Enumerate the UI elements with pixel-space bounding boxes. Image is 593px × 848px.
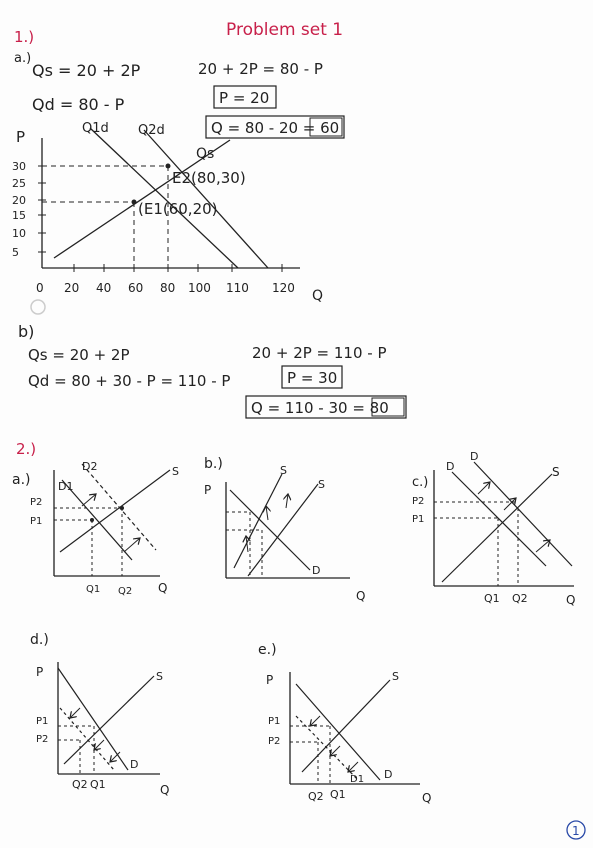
label-s2: S bbox=[318, 478, 325, 491]
label-d: D bbox=[312, 564, 321, 577]
part-a-label: a.) bbox=[14, 51, 32, 66]
label-p2: P2 bbox=[268, 736, 281, 747]
axis-q-label: Q bbox=[312, 288, 324, 304]
label-q1: Q1 bbox=[330, 788, 346, 801]
x-tick-100: 100 bbox=[188, 281, 211, 295]
problem1-label: 1.) bbox=[14, 28, 35, 46]
label-d2: D2 bbox=[82, 460, 98, 473]
label-s: S bbox=[156, 670, 163, 683]
label-q2: Q2 bbox=[308, 790, 324, 803]
label-p1: P1 bbox=[268, 716, 281, 727]
x-tick-60: 60 bbox=[128, 281, 144, 295]
x-tick-110: 110 bbox=[226, 281, 249, 295]
graph-2e bbox=[258, 642, 431, 805]
label-s: S bbox=[392, 670, 399, 683]
label-s1: S bbox=[280, 464, 287, 477]
axis-p: P bbox=[36, 665, 44, 679]
y-tick-15: 15 bbox=[12, 209, 26, 222]
label-q2: Q2 bbox=[118, 586, 133, 597]
y-tick-25: 25 bbox=[12, 177, 26, 190]
demand-equation-a: Qd = 80 - P bbox=[32, 95, 125, 114]
graph-2b bbox=[204, 456, 365, 603]
axis-p: P bbox=[204, 483, 212, 497]
graph-2c-label: c.) bbox=[412, 475, 429, 490]
x-tick-0: 0 bbox=[36, 281, 44, 295]
label-d: D bbox=[384, 768, 393, 781]
label-p2: P2 bbox=[36, 734, 49, 745]
x-ticks bbox=[36, 281, 295, 295]
x-tick-80: 80 bbox=[160, 281, 176, 295]
label-q: Q bbox=[566, 593, 576, 607]
label-q: Q bbox=[356, 589, 366, 603]
label-s: S bbox=[552, 465, 560, 479]
y-tick-20: 20 bbox=[12, 194, 26, 207]
solve-line-b: 20 + 2P = 110 - P bbox=[252, 344, 387, 362]
supply-equation-a: Qs = 20 + 2P bbox=[32, 61, 141, 80]
graph-2c bbox=[412, 450, 575, 607]
page-number: 1 bbox=[572, 824, 580, 838]
solve-p-b: P = 30 bbox=[287, 369, 338, 387]
graph-1a bbox=[12, 121, 323, 304]
graph-2a bbox=[12, 460, 179, 597]
axis-p: P bbox=[266, 673, 274, 687]
x-tick-40: 40 bbox=[96, 281, 112, 295]
label-p1: P1 bbox=[30, 516, 43, 527]
solve-q-b: Q = 110 - 30 = 80 bbox=[251, 399, 389, 417]
label-q2: Q2 bbox=[72, 778, 88, 791]
label-e1: (E1(60,20) bbox=[138, 200, 218, 218]
label-p1: P1 bbox=[36, 716, 49, 727]
label-q1: Q1 bbox=[484, 592, 500, 605]
page-title: Problem set 1 bbox=[226, 20, 344, 40]
part-b-label: b) bbox=[18, 322, 35, 341]
label-q: Q bbox=[158, 581, 168, 595]
label-p2: P2 bbox=[30, 497, 43, 508]
solve-line-a: 20 + 2P = 80 - P bbox=[198, 60, 323, 78]
label-e2: E2(80,30) bbox=[172, 169, 246, 187]
solve-p-a: P = 20 bbox=[219, 89, 270, 107]
problem2-label: 2.) bbox=[16, 440, 37, 458]
demand-equation-b: Qd = 80 + 30 - P = 110 - P bbox=[28, 372, 231, 390]
y-tick-30: 30 bbox=[12, 160, 26, 173]
label-d: D bbox=[130, 758, 139, 771]
graph-2a-label: a.) bbox=[12, 472, 31, 488]
x-tick-120: 120 bbox=[272, 281, 295, 295]
axis-p-label: P bbox=[16, 128, 26, 146]
y-tick-5: 5 bbox=[12, 246, 19, 259]
graph-2e-label: e.) bbox=[258, 642, 277, 658]
graph-2b-label: b.) bbox=[204, 456, 223, 472]
solve-q-a: Q = 80 - 20 = 60 bbox=[211, 119, 340, 137]
label-d1: D1 bbox=[350, 774, 365, 785]
label-d2: D bbox=[470, 450, 479, 463]
label-p1: P1 bbox=[412, 514, 425, 525]
label-d1: D bbox=[446, 460, 455, 473]
label-p2: P2 bbox=[412, 496, 425, 507]
label-q: Q bbox=[160, 783, 170, 797]
y-tick-10: 10 bbox=[12, 227, 26, 240]
label-q2: Q2 bbox=[512, 592, 528, 605]
label-qs: Qs bbox=[196, 146, 215, 162]
label-q1: Q1 bbox=[86, 584, 101, 595]
graph-2d bbox=[30, 632, 169, 797]
supply-equation-b: Qs = 20 + 2P bbox=[28, 346, 130, 364]
label-q: Q bbox=[422, 791, 432, 805]
y-ticks bbox=[12, 160, 26, 259]
label-d1: D1 bbox=[58, 480, 74, 493]
label-s: S bbox=[172, 465, 179, 478]
x-tick-20: 20 bbox=[64, 281, 80, 295]
label-q1d: Q1d bbox=[82, 121, 109, 136]
label-q1: Q1 bbox=[90, 778, 106, 791]
punch-hole bbox=[31, 300, 45, 314]
graph-2d-label: d.) bbox=[30, 632, 49, 648]
label-q2d: Q2d bbox=[138, 123, 165, 138]
